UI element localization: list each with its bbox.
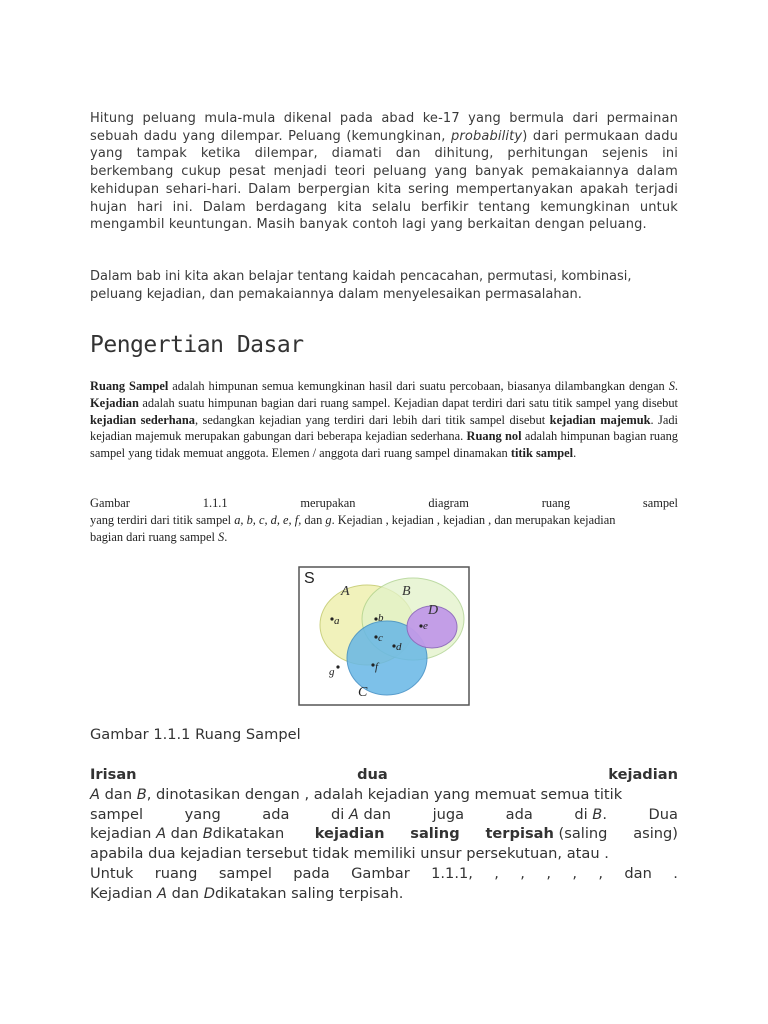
text: dan	[166, 884, 204, 902]
label-d: D	[428, 603, 439, 618]
point-b: b	[378, 612, 384, 624]
definition-text: adalah himpunan semua kemungkinan hasil dari suatu percobaan, biasanya dilambangkan dengan	[168, 379, 669, 393]
word	[574, 805, 607, 825]
symbol-a: A	[156, 825, 167, 843]
irisan-line-6	[90, 864, 678, 884]
word: ,	[572, 864, 577, 882]
point-e: e	[423, 620, 428, 632]
sample-point-g: g	[325, 512, 332, 527]
definition-text: .	[674, 379, 678, 393]
intro-rest: dadu yang tampak ketika dilempar, diamati dan dihitung, perhitungan sejenis ini berkembang cukup pesat menjadi teori peluang yang banyak pemakaiannya dalam kehidupan sehari-hari. Dalam berpergian kita sering mempertanyakan apakah terjadi hujan hari ini. Dalam berdagang kita selalu berfikir tentang kemungkinan untuk mengambil keuntungan. Masih banyak contoh lagi yang berkaitan dengan peluang.	[90, 128, 678, 233]
term-kejadian: kejadian	[314, 825, 385, 843]
term-ruang-sampel: Ruang Sampel	[90, 379, 169, 393]
term-saling: saling	[410, 825, 460, 843]
figure-description-line-1	[90, 495, 678, 512]
word: dan	[624, 864, 652, 882]
text: dan	[166, 825, 203, 843]
word: Dua	[648, 805, 678, 823]
definition-text: adalah suatu himpunan bagian dari ruang sampel. Kejadian dapat terdiri dari satu titik sampel yang disebut	[138, 395, 678, 410]
definition-text: adalah himpunan bagian ruang sampel yang tidak memuat anggota. Elemen / anggota dari ruang sampel dinamakan	[90, 429, 678, 461]
symbol-a: A	[348, 805, 359, 823]
word: 1.1.1	[202, 496, 228, 510]
figure-description-line-2	[90, 512, 678, 529]
term-terpisah: terpisah	[485, 825, 554, 843]
irisan-line-3	[90, 805, 678, 825]
point-g-dot	[336, 665, 339, 668]
word	[331, 805, 391, 825]
intro-line-2a: sebuah dadu yang dilempar. Peluang (kemungkinan,	[90, 128, 451, 144]
symbol-a: A	[90, 785, 100, 803]
intro-probability: probability	[450, 128, 523, 144]
chapter-summary-paragraph: Dalam bab ini kita akan belajar tentang kaidah pencacahan, permutasi, kombinasi, peluang kejadian, dan pemakaiannya dalam menyelesaikan permasalahan.	[90, 269, 632, 302]
definition-text: . Jadi kejadian majemuk merupakan gabungan dari beberapa kejadian sederhana.	[90, 412, 678, 444]
text: dan	[99, 785, 137, 803]
label-c: C	[358, 685, 368, 700]
word	[485, 824, 607, 844]
text: yang terdiri dari titik sampel	[90, 512, 235, 527]
word: .	[673, 864, 678, 882]
word: sampel	[218, 864, 272, 882]
intro-line-2c: ) dari permukaan	[522, 128, 640, 144]
symbol-b: B	[592, 805, 603, 823]
intro-line-1: Hitung peluang mula-mula dikenal pada abad ke-17 yang bermula dari permainan	[90, 111, 678, 126]
word	[90, 824, 289, 844]
irisan-paragraph	[90, 765, 678, 904]
label-s: S	[304, 570, 315, 587]
word: ruang	[541, 496, 571, 510]
word: merupakan	[300, 496, 356, 510]
symbol-b: B	[202, 825, 213, 843]
point-g: g	[329, 666, 335, 678]
word: ,	[494, 864, 499, 882]
text: .	[602, 805, 607, 823]
definition-text: .	[573, 446, 577, 461]
irisan-line-1	[90, 765, 678, 785]
term-ruang-nol: Ruang nol	[466, 429, 522, 444]
definitions-paragraph	[90, 378, 678, 462]
word: asing)	[633, 825, 678, 843]
text: Kejadian	[90, 884, 157, 902]
irisan-line-5: apabila dua kejadian tersebut tidak memiliki unsur persekutuan, atau .	[90, 845, 609, 863]
text: .	[224, 529, 228, 544]
figure-caption: Gambar 1.1.1 Ruang Sampel	[90, 726, 301, 743]
sample-points: a, b, c, d, e, f,	[234, 512, 302, 527]
label-b: B	[402, 584, 411, 599]
word: Irisan	[90, 766, 137, 783]
word: diagram	[428, 496, 469, 510]
irisan-line-4	[90, 824, 678, 844]
text: (saling	[553, 825, 608, 843]
word: Gambar	[90, 496, 130, 510]
text: kejadian	[90, 825, 157, 843]
label-a: A	[341, 584, 350, 599]
text: bagian dari ruang sampel	[90, 529, 218, 544]
irisan-line-7	[90, 884, 678, 904]
word: dua	[357, 766, 388, 783]
word: sampel	[642, 496, 678, 510]
venn-diagram-figure	[298, 566, 560, 708]
symbol-b: B	[136, 785, 147, 803]
irisan-line-2	[90, 785, 678, 805]
word: ada	[505, 805, 533, 823]
text: . Kejadian , kejadian , kejadian , dan merupakan kejadian	[331, 512, 616, 527]
term-kejadian-majemuk: kejadian majemuk	[549, 412, 651, 427]
text: dikatakan	[212, 825, 289, 843]
venn-diagram	[298, 566, 560, 708]
text: dan	[358, 805, 392, 823]
text: dan	[301, 512, 326, 527]
word: ada	[262, 805, 290, 823]
word: ,	[546, 864, 551, 882]
intro-paragraph	[90, 110, 678, 234]
figure-description	[90, 495, 678, 545]
text: di	[574, 805, 593, 823]
term-kejadian-sederhana: kejadian sederhana	[90, 412, 195, 427]
point-d: d	[396, 641, 402, 653]
word: 1.1.1,	[431, 864, 473, 882]
text: di	[330, 805, 349, 823]
point-a: a	[334, 615, 340, 627]
definition-text: , sedangkan kejadian yang terdiri dari lebih dari titik sampel disebut	[194, 412, 550, 427]
symbol-d: D	[203, 884, 215, 902]
point-c: c	[378, 632, 383, 644]
term-titik-sampel: titik sampel	[510, 446, 574, 461]
text: dikatakan saling terpisah.	[214, 884, 404, 902]
point-f: f	[375, 661, 379, 673]
figure-description-line-3	[90, 529, 678, 546]
word: juga	[432, 805, 465, 823]
section-title: Pengertian Dasar	[90, 332, 304, 358]
text: , dinotasikan dengan , adalah kejadian yang memuat semua titik	[146, 785, 623, 803]
symbol-s: S	[218, 529, 225, 544]
symbol-a: A	[156, 884, 167, 902]
word: Gambar	[351, 864, 410, 882]
word: ,	[598, 864, 603, 882]
word: Untuk	[90, 864, 134, 882]
word: ruang	[154, 864, 198, 882]
word: pada	[293, 864, 330, 882]
word: ,	[520, 864, 525, 882]
symbol-s: S	[668, 379, 675, 393]
word: sampel	[90, 805, 144, 823]
term-kejadian: Kejadian	[90, 395, 139, 410]
word: kejadian	[608, 766, 678, 783]
word: yang	[184, 805, 221, 823]
